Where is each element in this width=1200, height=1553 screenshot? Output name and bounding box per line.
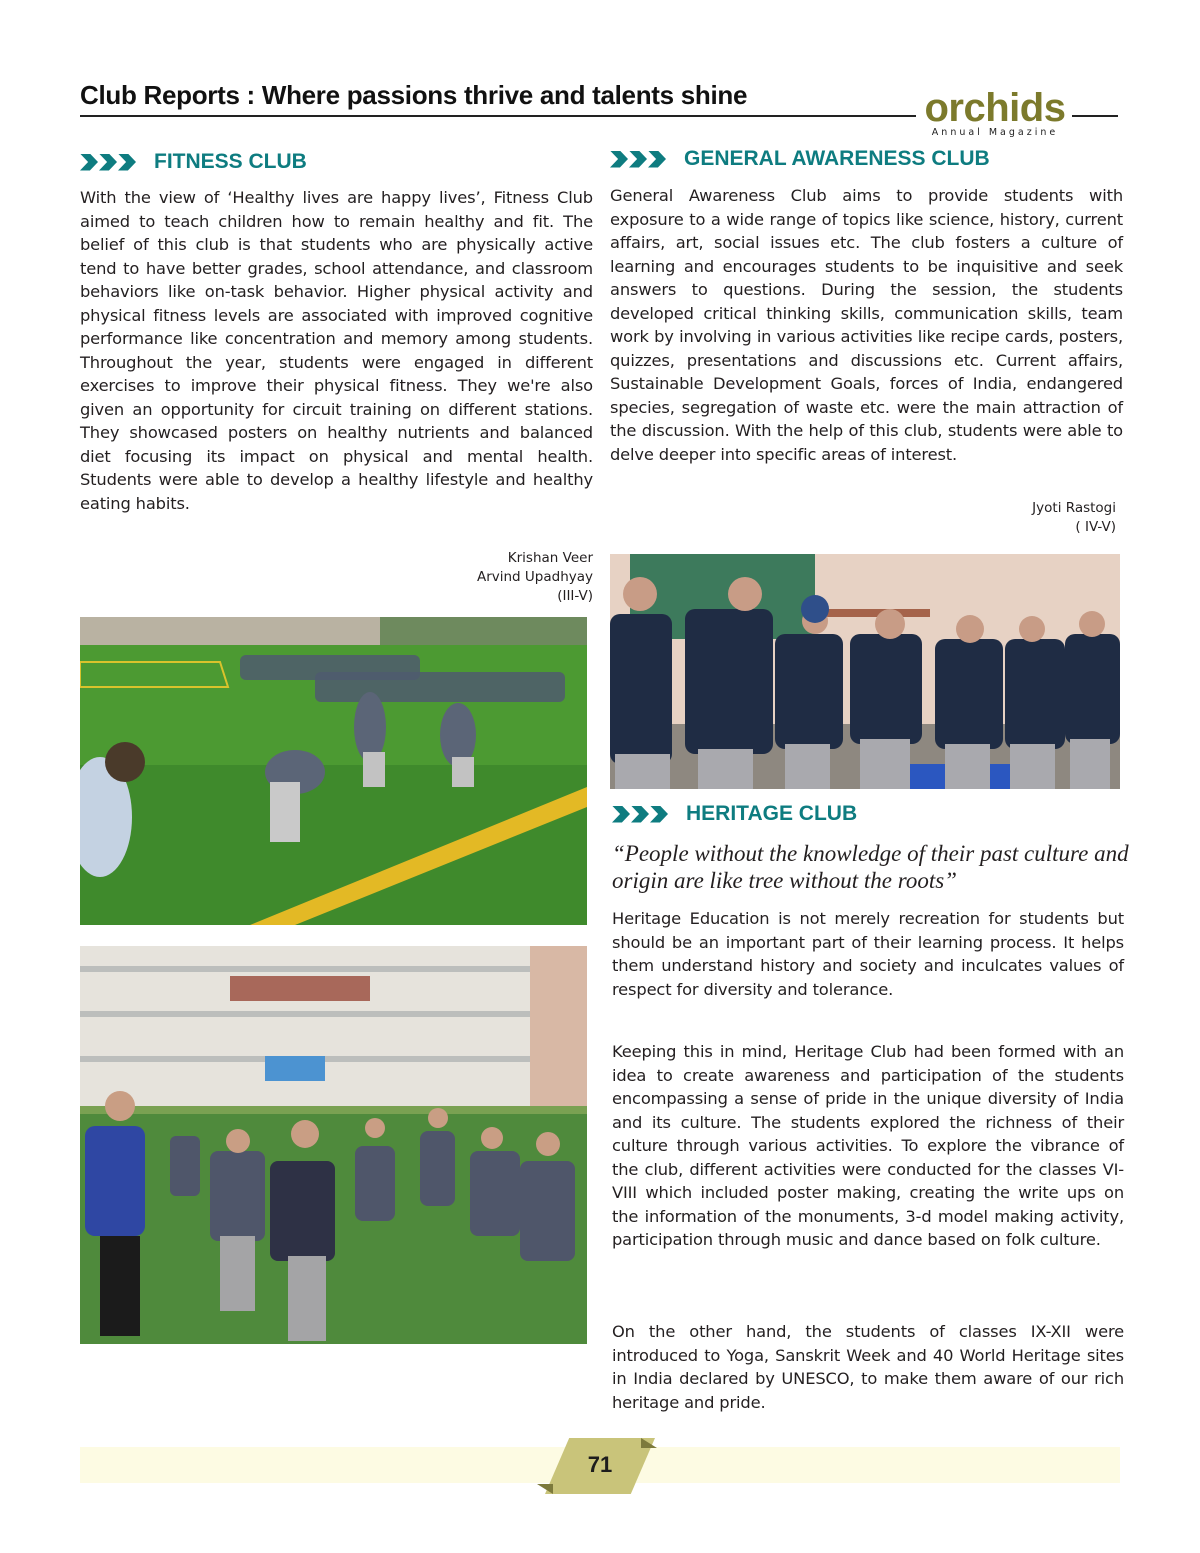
- header-divider: [80, 115, 916, 117]
- photo-fitness-exercise-group: [80, 946, 587, 1344]
- heritage-club-paragraph: Keeping this in mind, Heritage Club had been formed with an idea to create awareness and participation of the students encompassing a sense of pride in the unique diversity of India and its culture. The students explored the richness of their culture through various activities. To explore the vibrance of the club, different activities were conducted for the classes VI-VIII which included poster making, creating the write ups on the information of the monuments, 3-d model making activity, participation through music and dance based on folk culture.: [612, 1042, 1124, 1249]
- header-divider-right: [1072, 115, 1118, 117]
- fitness-club-title: FITNESS CLUB: [154, 150, 307, 173]
- page-title: Club Reports : Where passions thrive and talents shine: [80, 80, 748, 110]
- photo-general-awareness-classroom: [610, 554, 1120, 789]
- triple-chevron-icon: [610, 151, 666, 168]
- general-awareness-club-credits: [950, 499, 1116, 537]
- logo-subtitle: Annual Magazine: [931, 127, 1059, 138]
- fitness-club-credits: [400, 549, 593, 606]
- triple-chevron-icon: [80, 154, 136, 171]
- logo-wordmark: orchids: [924, 86, 1066, 130]
- heritage-club-paragraph: Heritage Education is not merely recreation for students but should be an important part of their learning process. It helps them understand history and society and inculcates values of respect for diversity and tolerance.: [612, 909, 1124, 999]
- heritage-club-paragraph: On the other hand, the students of classes IX-XII were introduced to Yoga, Sanskrit Week and 40 World Heritage sites in India declared by UNESCO, to make them aware of our rich heritage and pride.: [612, 1322, 1124, 1412]
- heritage-club-quote: “People without the knowledge of their past culture and origin are like tree without the roots”: [612, 841, 1129, 893]
- photo-fitness-field-activity: [80, 617, 587, 925]
- credit-name: Jyoti Rastogi: [1032, 500, 1116, 516]
- credit-name: Arvind Upadhyay: [476, 569, 593, 585]
- general-awareness-club-body: General Awareness Club aims to provide students with exposure to a wide range of topics like science, history, current affairs, art, social issues etc. The club fosters a culture of learning and encourages students to be inquisitive and seek answers to questions. During the session, the students developed critical thinking skills, communication skills, team work by involving in various activities like recipe cards, posters, quizzes, presentations and discussions etc. Current affairs, Sustainable Development Goals, forces of India, endangered species, segregation of waste etc. were the main attraction of the discussion. With the help of this club, students were able to delve deeper into specific areas of interest.: [610, 186, 1123, 464]
- credit-classes: ( IV-V): [1075, 519, 1116, 535]
- magazine-logo: [922, 88, 1068, 138]
- page-number-tab: [545, 1438, 655, 1494]
- general-awareness-club-title: GENERAL AWARENESS CLUB: [684, 147, 990, 170]
- credit-name: Krishan Veer: [507, 550, 593, 566]
- credit-classes: (III-V): [557, 588, 593, 604]
- heritage-club-heading: [612, 802, 857, 826]
- page-number: 71: [587, 1452, 613, 1477]
- heritage-club-title: HERITAGE CLUB: [686, 802, 858, 825]
- fitness-club-heading: [80, 150, 307, 174]
- fitness-club-body: With the view of ‘Healthy lives are happy lives’, Fitness Club aimed to teach children how to remain healthy and fit. The belief of this club is that students who are physically active tend to have better grades, school attendance, and classroom behaviors like on-task behavior. Higher physical activity and physical fitness levels are associated with improved cognitive performance like concentration and memory among students. Throughout the year, students were engaged in different exercises to improve their physical fitness. They we're also given an opportunity for circuit training on different stations. They showcased posters on healthy nutrients and balanced diet focusing its impact on physical and mental health. Students were able to develop a healthy lifestyle and healthy eating habits.: [80, 188, 593, 513]
- general-awareness-club-heading: [610, 147, 990, 171]
- triple-chevron-icon: [612, 806, 668, 823]
